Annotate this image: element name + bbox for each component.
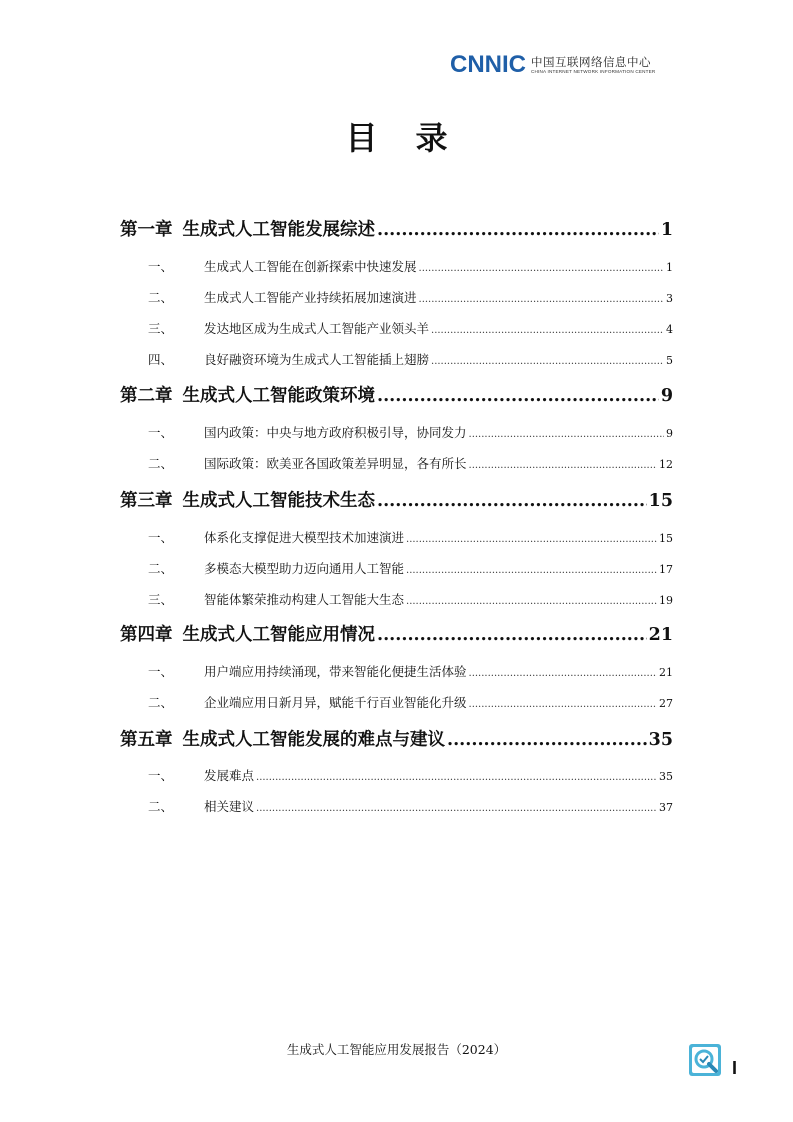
- dot-leader: [406, 592, 657, 607]
- section-number: 二、: [148, 561, 174, 576]
- dot-leader: [377, 625, 647, 645]
- toc-section-row[interactable]: [120, 319, 673, 337]
- section-number: 三、: [148, 321, 174, 336]
- toc-chapter-row[interactable]: [120, 726, 673, 751]
- toc-section-row[interactable]: [120, 288, 673, 306]
- section-page-number: 21: [659, 666, 673, 679]
- chapter-title: 生成式人工智能技术生态: [182, 491, 375, 511]
- toc-chapter-row[interactable]: [120, 487, 673, 512]
- section-number: 一、: [148, 425, 174, 440]
- section-number: 一、: [148, 768, 174, 783]
- section-page-number: 3: [666, 292, 673, 305]
- chapter-number: 第三章: [120, 491, 173, 511]
- cnnic-logo-text: [531, 56, 655, 75]
- dot-leader: [419, 290, 664, 305]
- cnnic-logo-mark: CNNIC: [450, 51, 526, 78]
- section-page-number: 12: [659, 458, 673, 471]
- section-title: 相关建议: [204, 799, 255, 814]
- section-page-number: 5: [666, 354, 673, 367]
- dot-leader: [469, 456, 657, 471]
- section-title: 发展难点: [204, 768, 255, 783]
- dot-leader: [406, 530, 657, 545]
- toc-chapter-row[interactable]: [120, 216, 673, 241]
- toc-section-row[interactable]: [120, 423, 673, 441]
- section-number: 二、: [148, 695, 174, 710]
- chapter-page-number: 15: [648, 491, 673, 511]
- page-number: I: [732, 1058, 738, 1078]
- chapter-title: 生成式人工智能发展的难点与建议: [182, 730, 445, 750]
- dot-leader: [377, 491, 647, 511]
- toc-section-row[interactable]: [120, 590, 673, 608]
- toc-section-row[interactable]: [120, 766, 673, 784]
- section-title: 多模态大模型助力迈向通用人工智能: [204, 561, 405, 576]
- chapter-number: 第二章: [120, 386, 173, 406]
- section-page-number: 1: [666, 261, 673, 274]
- section-title: 良好融资环境为生成式人工智能插上翅膀: [204, 352, 430, 367]
- dot-leader: [447, 730, 647, 750]
- org-name-en: CHINA INTERNET NETWORK INFORMATION CENTER: [531, 68, 656, 74]
- toc-section-row[interactable]: [120, 528, 673, 546]
- section-page-number: 17: [659, 563, 673, 576]
- toc-section-row[interactable]: [120, 662, 673, 680]
- section-page-number: 15: [659, 532, 673, 545]
- dot-leader: [256, 768, 657, 783]
- section-page-number: 9: [666, 427, 673, 440]
- toc-section-row[interactable]: [120, 257, 673, 275]
- chapter-page-number: 9: [660, 386, 673, 406]
- section-title: 国际政策：欧美亚各国政策差异明显，各有所长: [204, 456, 467, 471]
- toc-section-row[interactable]: [120, 797, 673, 815]
- section-number: 一、: [148, 259, 174, 274]
- chapter-number: 第五章: [120, 730, 173, 750]
- dot-leader: [469, 425, 664, 440]
- section-title: 用户端应用持续涌现，带来智能化便捷生活体验: [204, 664, 467, 679]
- section-number: 四、: [148, 352, 174, 367]
- section-number: 三、: [148, 592, 174, 607]
- section-number: 一、: [148, 530, 174, 545]
- chapter-title: 生成式人工智能发展综述: [182, 220, 375, 240]
- dot-leader: [431, 321, 664, 336]
- section-number: 二、: [148, 290, 174, 305]
- toc-section-row[interactable]: [120, 454, 673, 472]
- chapter-title: 生成式人工智能政策环境: [182, 386, 375, 406]
- section-page-number: 37: [659, 801, 673, 814]
- section-page-number: 4: [666, 323, 673, 336]
- dot-leader: [431, 352, 664, 367]
- section-number: 一、: [148, 664, 174, 679]
- dot-leader: [469, 695, 657, 710]
- section-title: 国内政策：中央与地方政府积极引导，协同发力: [204, 425, 467, 440]
- chapter-page-number: 35: [648, 730, 673, 750]
- toc-chapter-row[interactable]: [120, 382, 673, 407]
- toc-section-row[interactable]: [120, 559, 673, 577]
- dot-leader: [377, 386, 659, 406]
- page-title: 目录: [345, 119, 486, 157]
- section-title: 生成式人工智能在创新探索中快速发展: [204, 259, 417, 274]
- dot-leader: [406, 561, 657, 576]
- chapter-number: 第一章: [120, 220, 173, 240]
- magnifier-logo-icon: [688, 1043, 722, 1077]
- dot-leader: [419, 259, 664, 274]
- cnnic-logo: [450, 53, 655, 77]
- chapter-number: 第四章: [120, 625, 173, 645]
- section-title: 智能体繁荣推动构建人工智能大生态: [204, 592, 405, 607]
- dot-leader: [256, 799, 657, 814]
- section-title: 企业端应用日新月异，赋能千行百业智能化升级: [204, 695, 467, 710]
- chapter-title: 生成式人工智能应用情况: [182, 625, 375, 645]
- section-title: 发达地区成为生成式人工智能产业领头羊: [204, 321, 430, 336]
- section-page-number: 35: [659, 770, 673, 783]
- chapter-page-number: 1: [660, 220, 673, 240]
- section-title: 生成式人工智能产业持续拓展加速演进: [204, 290, 417, 305]
- org-name-cn: 中国互联网络信息中心: [531, 54, 651, 69]
- section-title: 体系化支撑促进大模型技术加速演进: [204, 530, 405, 545]
- section-number: 二、: [148, 799, 174, 814]
- footer-report-title: 生成式人工智能应用发展报告（2024）: [286, 1042, 507, 1057]
- toc-chapter-row[interactable]: [120, 621, 673, 646]
- section-page-number: 27: [659, 697, 673, 710]
- toc-section-row[interactable]: [120, 693, 673, 711]
- toc-section-row[interactable]: [120, 350, 673, 368]
- section-number: 二、: [148, 456, 174, 471]
- dot-leader: [469, 664, 657, 679]
- dot-leader: [377, 220, 659, 240]
- chapter-page-number: 21: [648, 625, 673, 645]
- section-page-number: 19: [659, 594, 673, 607]
